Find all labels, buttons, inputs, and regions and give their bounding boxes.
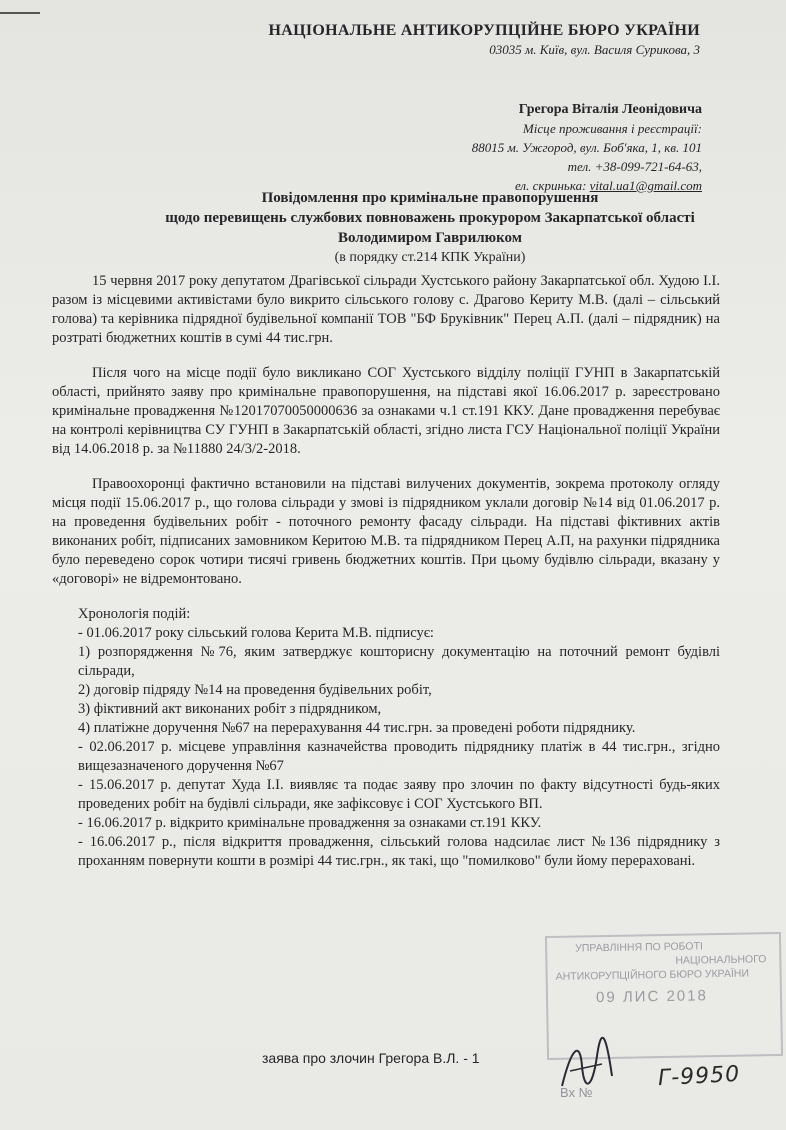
recipient-block xyxy=(269,22,700,60)
sender-name: Грегора Віталія Леонідовича xyxy=(518,102,702,117)
sender-block xyxy=(472,100,702,195)
sender-address: 88015 м. Ужгород, вул. Боб'яка, 1, кв. 101 xyxy=(471,140,702,155)
recipient-address: 03035 м. Київ, вул. Василя Сурикова, 3 xyxy=(489,42,700,57)
incoming-label: Вх № xyxy=(560,1085,593,1100)
chronology-intro: - 01.06.2017 року сільський голова Керита М.В. підписує: xyxy=(78,625,434,641)
chronology-item-4: 4) платіжне доручення №67 на перерахування 44 тис.грн. за проведені роботи підряднику. xyxy=(78,720,636,736)
stamp-date: 09 ЛИС 2018 xyxy=(595,987,709,1007)
chronology-item-1: 1) розпорядження №76, яким затверджує кошторисну документацію на поточний ремонт будівлі сільради, xyxy=(78,644,720,679)
scan-mark xyxy=(0,12,40,14)
document-body xyxy=(52,272,720,871)
chronology-item-3: 3) фіктивний акт виконаних робіт з підрядником, xyxy=(78,701,382,717)
title-line-4: (в порядку ст.214 КПК України) xyxy=(334,250,526,265)
email-link[interactable]: vital.ua1@gmail.com xyxy=(589,178,702,193)
stamp-line-3: АНТИКОРУПЦІЙНОГО БЮРО УКРАЇНИ xyxy=(555,967,750,983)
sender-label: Місце проживання і реєстрації: xyxy=(522,121,702,136)
chronology-event-3: - 16.06.2017 р. відкрито кримінальне провадження за ознаками ст.191 ККУ. xyxy=(78,815,542,831)
recipient-name: НАЦІОНАЛЬНЕ АНТИКОРУПЦІЙНЕ БЮРО УКРАЇНИ xyxy=(268,22,700,39)
page-footer: заява про злочин Грегора В.Л. - 1 xyxy=(262,1050,480,1066)
chronology-event-4: - 16.06.2017 р., після відкриття провадження, сільський голова надсилає лист №136 підряднику з проханням повернути кошти в розмірі 44 тис.грн., як такі, що "помилково" були йому перераховані. xyxy=(78,834,720,869)
title-line-3: Володимиром Гаврилюком xyxy=(338,230,522,246)
registration-number: Г-9950 xyxy=(657,1061,741,1092)
paragraph-1: 15 червня 2017 року депутатом Драгівської сільради Хустського району Закарпатської обл. Худою І.І. разом із місцевими активістами було викрито сільського голову с. Драгово Кериту М.В. (далі – сільський голова) та керівника підрядної будівельної компанії ТОВ "БФ Бруківник" Перец А.П. (далі – підрядник) на розтраті бюджетних коштів в сумі 44 тис.грн. xyxy=(52,273,720,346)
chronology-heading: Хронологія подій: xyxy=(78,606,191,622)
stamp-line-1: УПРАВЛІННЯ ПО РОБОТІ xyxy=(575,940,703,955)
chronology-event-1: - 02.06.2017 р. місцеве управління казначейства проводить підряднику платіж в 44 тис.грн., згідно вищезазначеного доручення №67 xyxy=(78,739,720,774)
document-title xyxy=(150,188,710,268)
title-line-2: щодо перевищень службових повноважень прокурором Закарпатської області xyxy=(165,210,695,226)
stamp-line-2: НАЦІОНАЛЬНОГО xyxy=(675,953,767,967)
chronology-item-2: 2) договір підряду №14 на проведення будівельних робіт, xyxy=(78,682,432,698)
paragraph-3: Правоохоронці фактично встановили на підставі вилучених документів, зокрема протоколу огляду місця події 15.06.2017 р., що голова сільради у змові із підрядником уклали договір №14 від 01.06.2017 р. на проведення будівельних робіт - поточного ремонту фасаду сільради. На підставі фіктивних актів виконаних робіт, підписаних замовником Керитою М.В. та підрядником Перец А.П, на рахунки підрядника було переведено сорок чотири тисячі гривень бюджетних коштів. При цьому будівлю сільради, вказану у «договорі» не відремонтовано. xyxy=(52,476,720,587)
paragraph-2: Після чого на місце події було викликано СОГ Хустського відділу поліції ГУНП в Закарпатській області, прийнято заяву про кримінальне правопорушення, на підставі якої 16.06.2017 р. зареєстровано кримінальне провадження №12017070050000636 за ознаками ч.1 ст.191 ККУ. Дане провадження перебуває на контролі керівництва СУ ГУНП в Закарпатській області, згідно листа ГСУ Національної поліції України від 14.06.2018 р. за №11880 24/3/2-2018. xyxy=(52,365,720,457)
chronology xyxy=(52,605,720,871)
email-label: ел. скринька: xyxy=(514,178,587,193)
chronology-event-2: - 15.06.2017 р. депутат Худа І.І. виявляє та подає заяву про злочин по факту відсутності будь-яких проведених робіт на будівлі сільради, яке зафіксовує і СОГ Хустського ВП. xyxy=(78,777,720,812)
sender-phone: тел. +38-099-721-64-63, xyxy=(567,159,702,174)
title-line-1: Повідомлення про кримінальне правопорушення xyxy=(261,190,599,206)
